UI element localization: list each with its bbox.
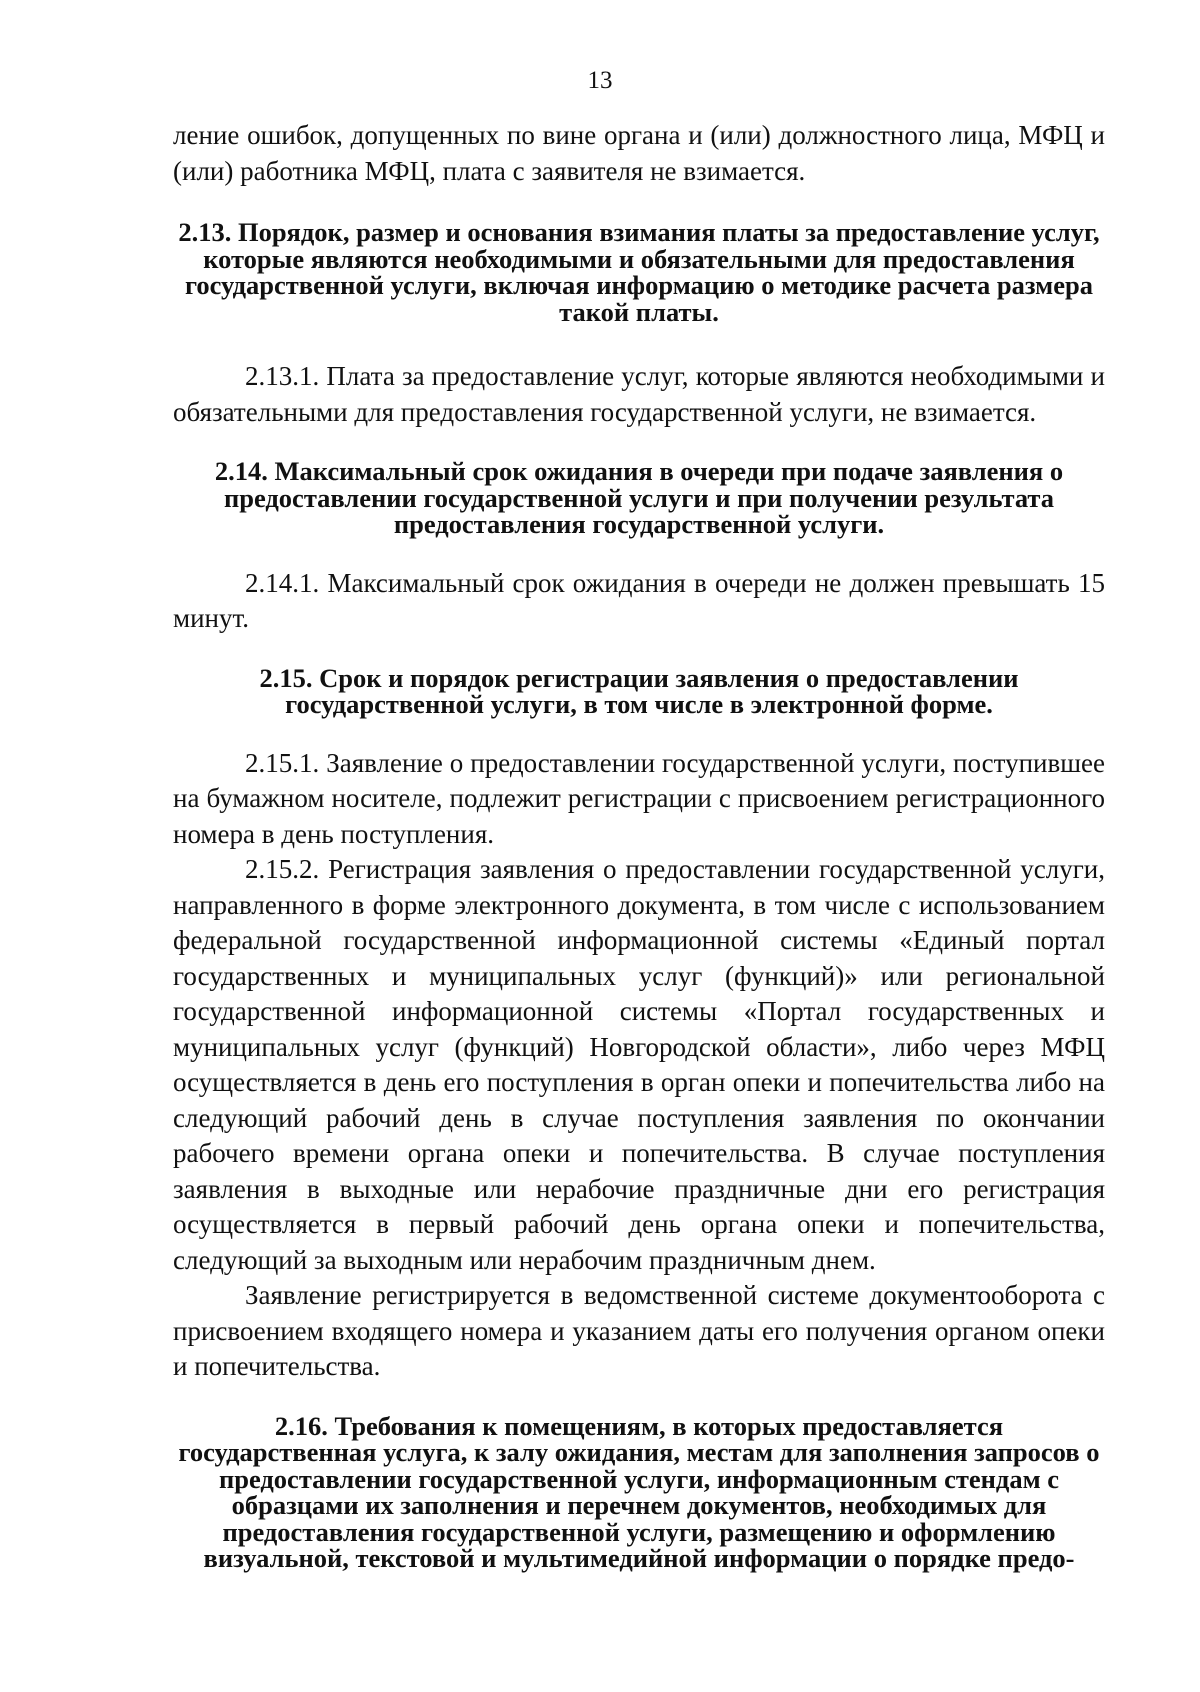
paragraph-2-15-2: 2.15.2. Регистрация заявления о предоставлении государственной услуги, направленного в форме электронного документа, в том числе с использованием федеральной государственной информационной системы «Единый портал государственных и муниципальных услуг (функций)» или региональной государственной информационной системы «Портал государственных и муниципальных услуг (функций) Новгородской области», либо через МФЦ осуществляется в день его поступления в орган опеки и попечительства либо на следующий рабочий день в случае поступления заявления по окончании рабочего времени органа опеки и попечительства. В случае поступления заявления в выходные или нерабочие праздничные дни его регистрация осуществляется в первый рабочий день органа опеки и попечительства, следующий за выходным или нерабочим праздничным днем. [173,854,1105,1275]
page-number: 13 [587,67,613,94]
paragraph-2-15-1: 2.15.1. Заявление о предоставлении государственной услуги, поступившее на бумажном носителе, подлежит регистрации с присвоением регистрационного номера в день поступления. [173,747,1105,849]
paragraph-2-15-3: Заявление регистрируется в ведомственной системе документооборота с присвоением входящего номера и указанием даты его получения органом опеки и попечительства. [173,1280,1105,1381]
paragraph-2-13-1: 2.13.1. Плата за предоставление услуг, которые являются необходимыми и обязательными для предоставления государственной услуги, не взимается. [173,361,1105,427]
continuation-paragraph: ление ошибок, допущенных по вине органа и (или) должностного лица, МФЦ и (или) работника МФЦ, плата с заявителя не взимается. [173,120,1105,186]
paragraph-2-14-1: 2.14.1. Максимальный срок ожидания в очереди не должен превышать 15 минут. [173,567,1105,633]
document-body [173,118,1105,1572]
section-heading-2-13: 2.13. Порядок, размер и основания взимания платы за предоставление услуг, которые являются необходимыми и обязательными для предоставления государственной услуги, включая информацию о методике расчета размера такой платы. [178,217,1100,327]
section-heading-2-16: 2.16. Требования к помещениям, в которых предоставляется государственная услуга, к залу ожидания, местам для заполнения запросов о предоставлении государственной услуги, информационным стендам с образцами их заполнения и перечнем документов, необходимых для предоставления государственной услуги, размещению и оформлению визуальной, текстовой и мультимедийной информации о порядке предо- [178,1410,1100,1573]
section-heading-2-14: 2.14. Максимальный срок ожидания в очереди при подаче заявления о предоставлении государственной услуги и при получении результата предоставления государственной услуги. [214,456,1064,539]
section-heading-2-15: 2.15. Срок и порядок регистрации заявления о предоставлении государственной услуги, в том числе в электронной форме. [259,662,1019,719]
